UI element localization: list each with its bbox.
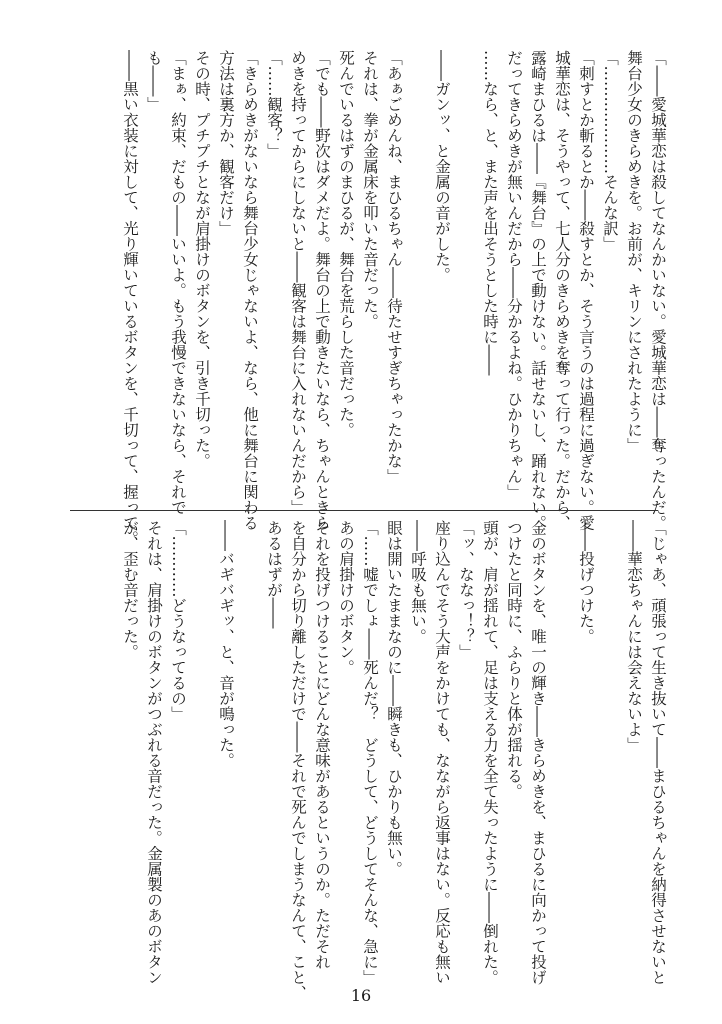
text-line: 「まぁ、約束、だもの――いいよ。もう我慢できないなら、それで bbox=[169, 50, 187, 515]
text-block-top bbox=[118, 50, 670, 546]
text-line: あの肩掛けのボタン。 bbox=[337, 520, 355, 675]
text-line: ――ガンッ、と金属の音がした。 bbox=[433, 50, 451, 283]
text-line: ――バギバギッ、と、音が鳴った。 bbox=[217, 520, 235, 768]
text-line: 座り込んでそう大声をかけても、なながら返事はない。反応も無い bbox=[433, 520, 451, 985]
text-line bbox=[190, 520, 214, 970]
text-line: 「――愛城華恋は殺してなんかいない。愛城華恋は――奪ったんだ。 bbox=[649, 50, 667, 531]
text-line: めきを持ってからにしないと――観客は舞台に入れないんだから」 bbox=[289, 50, 307, 515]
text-line: だってきらめきが無いんだから――分かるよね。ひかりちゃん」 bbox=[505, 50, 523, 500]
text-line: それを投げつけることにどんな意味があるというのか。ただそれ bbox=[313, 520, 331, 970]
text-line bbox=[598, 520, 622, 970]
text-line: 「……嘘でしょ――死んだ？ どうして、どうしてそんな、急に」 bbox=[361, 520, 379, 985]
text-line: ……なら、と、また声を出そうとした時に―― bbox=[481, 50, 499, 376]
text-line: それは、肩掛けのボタンがつぶれる音だった。金属製のあのボタン bbox=[145, 520, 163, 985]
text-line: が、歪む音だった。 bbox=[121, 520, 139, 660]
text-line: 舞台少女のきらめきを。お前が、キリンにされたように」 bbox=[625, 50, 643, 453]
text-line: 「……観客？」 bbox=[265, 50, 283, 159]
text-line: を自分から切り離しただけで――それで死んでしまうなんて、こと、 bbox=[289, 520, 307, 1001]
text-line: 死んでいるはずのまひるが、舞台を荒らした音だった。 bbox=[337, 50, 355, 438]
text-line: 金のボタンを、唯一の輝き――きらめきを、まひるに向かって投げ bbox=[529, 520, 547, 985]
text-line: 「…………………そんな訳」 bbox=[601, 50, 619, 252]
text-line: 「刺すとか斬るとか――殺すとか、そう言うのは過程に過ぎない。愛 bbox=[577, 50, 595, 531]
text-line bbox=[238, 520, 262, 970]
text-line: それは、拳が金属床を叩いた音だった。 bbox=[361, 50, 379, 329]
text-line: 眼は開いたままなのに――瞬きも、ひかりも無い。 bbox=[385, 520, 403, 877]
text-line bbox=[406, 50, 430, 500]
text-line: 城華恋は、そうやって、七人分のきらめきを奪って行った。だから、 bbox=[553, 50, 571, 531]
text-line: 「あぁごめんね、まひるちゃん――待たせすぎちゃったかな」 bbox=[385, 50, 403, 484]
text-line: その時、プチプチとなが肩掛けのボタンを、引き千切った。 bbox=[193, 50, 211, 469]
text-line: 「じゃあ、頑張って生き抜いて――まひるちゃんを納得させないと bbox=[649, 520, 667, 985]
text-line: ――華恋ちゃんには会えないよ」 bbox=[625, 520, 643, 753]
text-line: 「…………どうなってるの」 bbox=[169, 520, 187, 722]
text-line bbox=[550, 520, 574, 970]
text-line: あるはずが―― bbox=[265, 520, 283, 629]
text-line: 頭が、肩が揺れて、足は支える力を全て失ったように――倒れた。 bbox=[481, 520, 499, 985]
text-line: 「きらめきがないなら舞台少女じゃないよ、なら、他に舞台に関わる bbox=[241, 50, 259, 531]
section-divider bbox=[70, 510, 658, 511]
text-line: 方法は裏方か、観客だけ」 bbox=[217, 50, 235, 236]
text-line bbox=[454, 50, 478, 500]
text-line: 露崎まひるは――『舞台』の上で動けない。話せないし、踊れない。 bbox=[529, 50, 547, 531]
text-line: 「ッ、ななっ！？」 bbox=[457, 520, 475, 660]
text-line: ――呼吸も無い。 bbox=[409, 520, 427, 644]
text-line: ――投げつけた。 bbox=[577, 520, 595, 644]
text-line: 「でも――野次はダメだよ。舞台の上で動きたいなら、ちゃんときら bbox=[313, 50, 331, 531]
text-line: も――」 bbox=[145, 50, 163, 112]
text-line: つけたと同時に、ふらりと体が揺れる。 bbox=[505, 520, 523, 799]
text-line: ――黒い衣装に対して、光り輝いているボタンを、千切って、握って。 bbox=[121, 50, 139, 546]
page-number: 16 bbox=[350, 986, 372, 1005]
